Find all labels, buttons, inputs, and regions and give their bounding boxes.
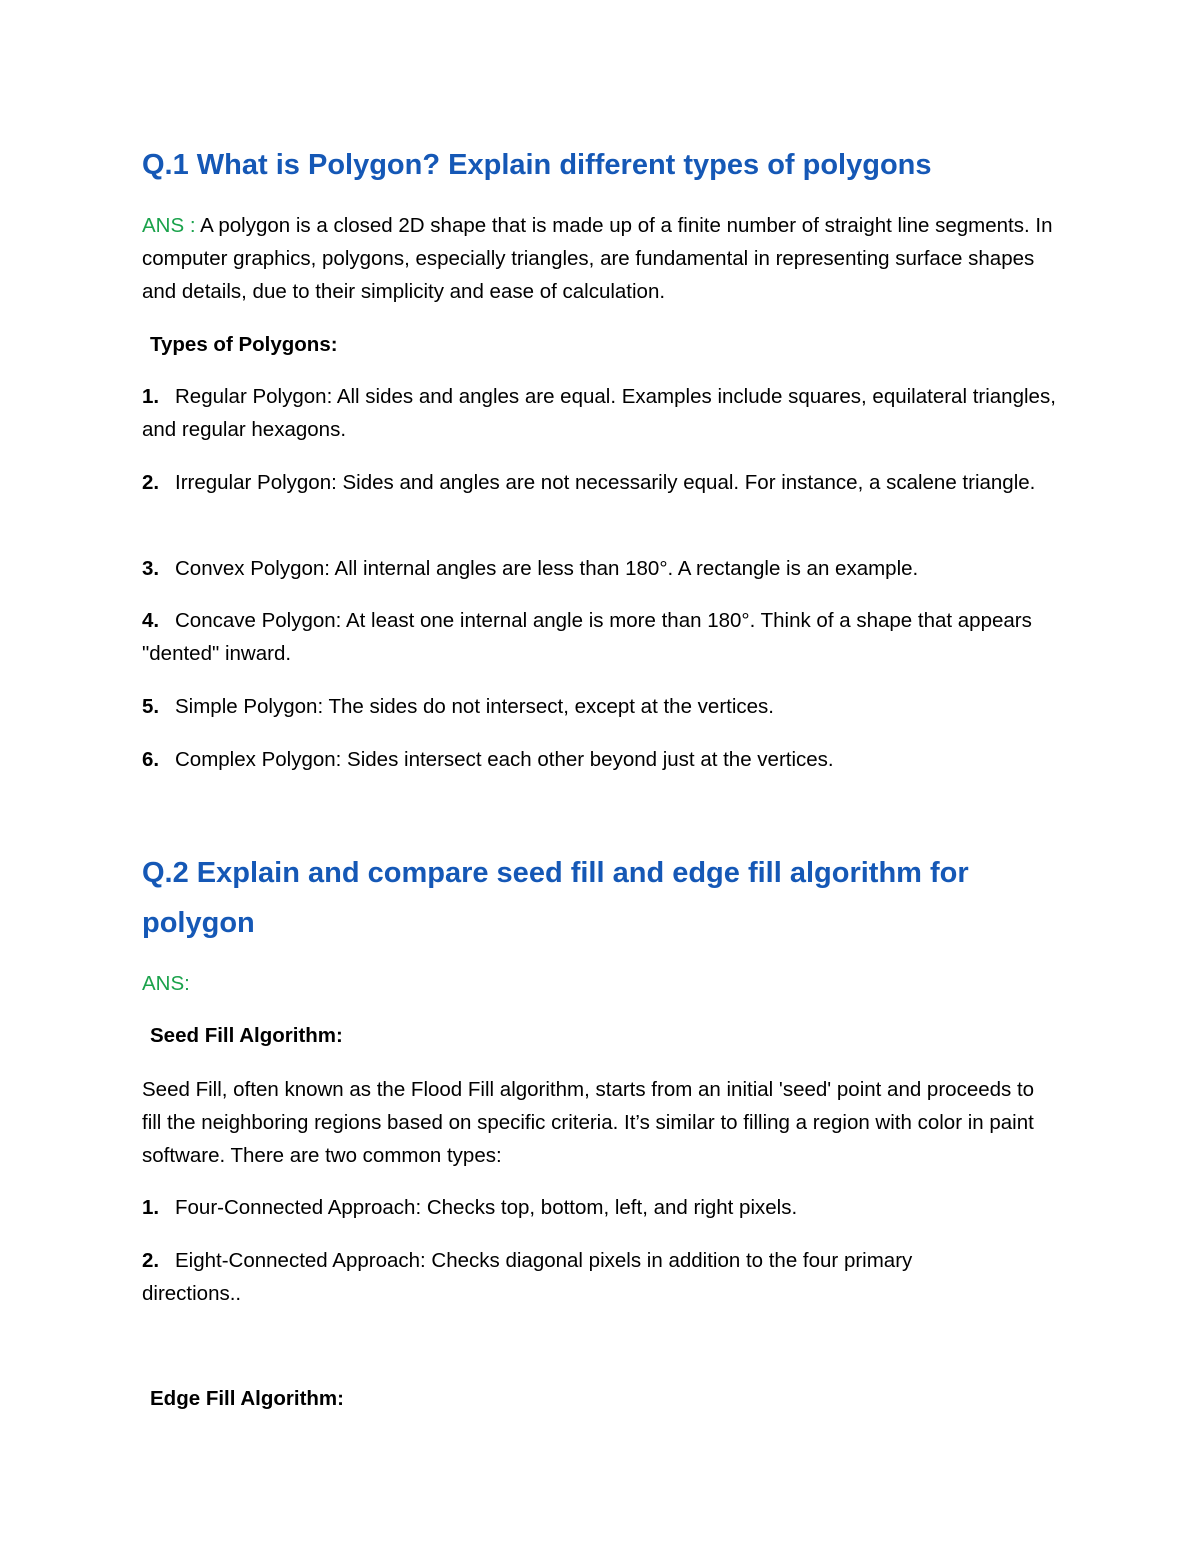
q2-seed-text: Seed Fill, often known as the Flood Fill algorithm, starts from an initial 'seed' point and proceeds to fill the neighboring regions based on specific criteria. It’s similar to filling a region with color in paint software. There are two common types: [142, 1078, 1035, 1167]
list-item-text: Simple Polygon: The sides do not intersect, except at the vertices. [175, 695, 774, 718]
list-item-text: Four-Connected Approach: Checks top, bottom, left, and right pixels. [175, 1196, 798, 1219]
list-number: 4. [142, 609, 160, 632]
q1-ans-label: ANS : [142, 214, 201, 237]
q1-type-item-2 [142, 466, 1072, 499]
q2-seed-heading: Seed Fill Algorithm: [150, 1024, 343, 1047]
list-item-text: Eight-Connected Approach: Checks diagonal pixels in addition to the four primary directions.. [142, 1249, 913, 1305]
q1-type-item-6 [142, 743, 1072, 776]
list-item-text: Regular Polygon: All sides and angles are equal. Examples include squares, equilateral triangles, and regular hexagons. [142, 385, 1056, 441]
q1-answer [142, 209, 1072, 308]
q2-approach-item-2 [142, 1244, 1002, 1310]
list-number: 6. [142, 748, 160, 771]
q2-approach-item-1 [142, 1191, 1072, 1224]
q1-types-heading: Types of Polygons: [150, 333, 338, 356]
q1-type-item-4 [142, 604, 1072, 670]
list-number: 5. [142, 695, 160, 718]
list-item-text: Complex Polygon: Sides intersect each other beyond just at the vertices. [175, 748, 834, 771]
list-number: 2. [142, 471, 160, 494]
q1-type-item-5 [142, 690, 1072, 723]
list-item-text: Irregular Polygon: Sides and angles are not necessarily equal. For instance, a scalene triangle. [175, 471, 1036, 494]
list-number: 2. [142, 1249, 160, 1272]
list-number: 1. [142, 385, 160, 408]
list-item-text: Convex Polygon: All internal angles are less than 180°. A rectangle is an example. [175, 557, 919, 580]
q2-ans-label: ANS: [142, 972, 190, 995]
q2-title: Q.2 Explain and compare seed fill and edge fill algorithm for polygon [142, 857, 969, 939]
list-number: 3. [142, 557, 160, 580]
q2-edge-heading: Edge Fill Algorithm: [150, 1387, 344, 1410]
q1-type-item-1 [142, 380, 1072, 446]
q1-type-item-3 [142, 552, 1072, 585]
q1-ans-text: A polygon is a closed 2D shape that is made up of a finite number of straight line segments. In computer graphics, polygons, especially triangles, are fundamental in representing surface shapes and details, due to their simplicity and ease of calculation. [142, 214, 1053, 303]
list-number: 1. [142, 1196, 160, 1219]
list-item-text: Concave Polygon: At least one internal angle is more than 180°. Think of a shape that appears "dented" inward. [142, 609, 1032, 665]
q1-title: Q.1 What is Polygon? Explain different types of polygons [142, 149, 932, 181]
